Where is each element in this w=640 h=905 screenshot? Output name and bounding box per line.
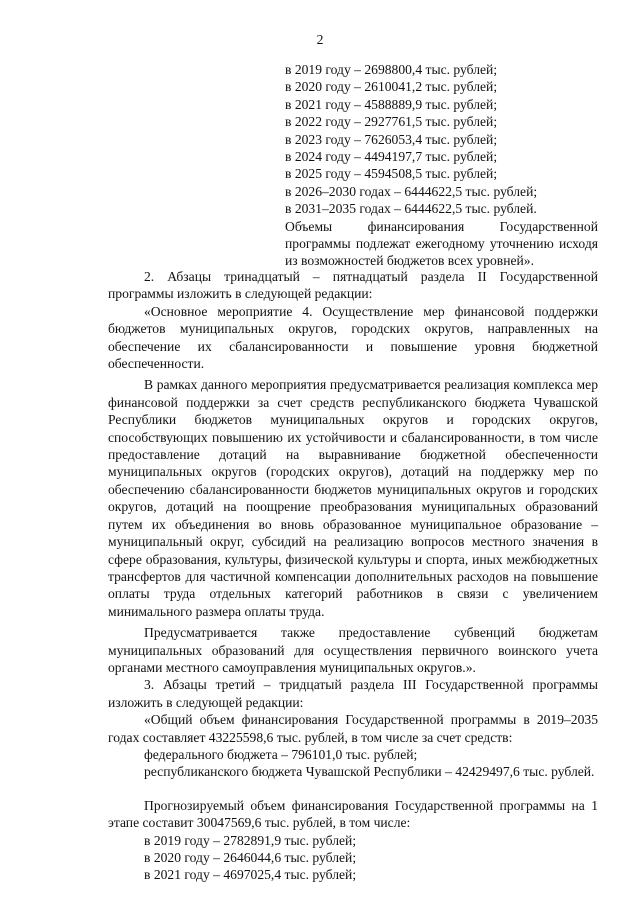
list-item: в 2022 году – 2927761,5 тыс. рублей; bbox=[285, 114, 498, 130]
list-item: в 2023 году – 7626053,4 тыс. рублей; bbox=[285, 131, 498, 147]
paragraph-republican-budget: республиканского бюджета Чувашской Республики – 42429497,6 тыс. рублей. bbox=[144, 764, 595, 780]
list-item: в 2026–2030 годах – 6444622,5 тыс. рублей; bbox=[285, 183, 538, 199]
list-item: в 2025 году – 4594508,5 тыс. рублей; bbox=[285, 166, 498, 182]
paragraph-measure-4: «Основное мероприятие 4. Осуществление мер финансовой поддержки бюджетов муниципальных округов, городских округов, направленных на обеспечение их сбалансированности и повышение уровня бюджетной обеспеченности. bbox=[108, 303, 598, 372]
list-item: в 2021 году – 4697025,4 тыс. рублей; bbox=[144, 867, 357, 883]
page-number: 2 bbox=[316, 32, 324, 47]
list-item: в 2021 году – 4588889,9 тыс. рублей; bbox=[285, 96, 498, 112]
paragraph-subventions: Предусматривается также предоставление субвенций бюджетам муниципальных образований для осуществления первичного воинского учета органами местного самоуправления муниципальных округов.». bbox=[108, 625, 598, 675]
paragraph-measure-description: В рамках данного мероприятия предусматривается реализация комплекса мер финансовой поддержки за счет средств республиканского бюджета Чувашской Республики бюджетов муниципальных округов и городских округов, способствующих повышению их устойчивости и сбалансированности, в том числе предоставление дотаций на выравнивание бюджетной обеспеченности муниципальных округов (городских округов), дотаций на поддержку мер по обеспечению сбалансированности бюджетов муниципальных округов и городских округов, дотаций на поощрение преобразования муниципальных образований путем их объединения во вновь образованное муниципальное образование – муниципальный округ, субсидий на реализацию вопросов местного значения в сфере образования, культуры, физической культуры и спорта, иных межбюджетных трансфертов для частичной компенсации дополнительных расходов на повышение оплаты труда отдельных категорий работников в связи с увеличением минимального размера оплаты труда. bbox=[108, 377, 598, 619]
list-item: в 2020 году – 2610041,2 тыс. рублей; bbox=[285, 79, 498, 95]
list-item: в 2019 году – 2698800,4 тыс. рублей; bbox=[285, 62, 498, 77]
paragraph-federal-budget: федерального бюджета – 796101,0 тыс. рублей; bbox=[144, 746, 418, 762]
list-item: в 2019 году – 2782891,9 тыс. рублей; bbox=[144, 832, 357, 848]
paragraph-item-3: 3. Абзацы третий – тридцатый раздела III Государственной программы изложить в следующей редакции: bbox=[108, 677, 598, 710]
list-item: в 2020 году – 2646044,6 тыс. рублей; bbox=[144, 850, 357, 865]
paragraph-stage-1-funding: Прогнозируемый объем финансирования Государственной программы на 1 этапе составит 30047569,6 тыс. рублей, в том числе: bbox=[108, 797, 598, 831]
list-item: в 2031–2035 годах – 6444622,5 тыс. рублей. bbox=[285, 201, 537, 217]
funding-note: Объемы финансирования Государственной программы подлежат ежегодному уточнению исходя из возможностей бюджетов всех уровней». bbox=[285, 218, 598, 269]
paragraph-item-2: 2. Абзацы тринадцатый – пятнадцатый раздела II Государственной программы изложить в следующей редакции: bbox=[108, 269, 598, 302]
funding-by-year-list bbox=[285, 61, 598, 270]
paragraph-total-funding: «Общий объем финансирования Государственной программы в 2019–2035 годах составляет 43225598,6 тыс. рублей, в том числе за счет средств: bbox=[108, 712, 598, 745]
list-item: в 2024 году – 4494197,7 тыс. рублей; bbox=[285, 149, 498, 165]
document-body bbox=[108, 268, 598, 884]
